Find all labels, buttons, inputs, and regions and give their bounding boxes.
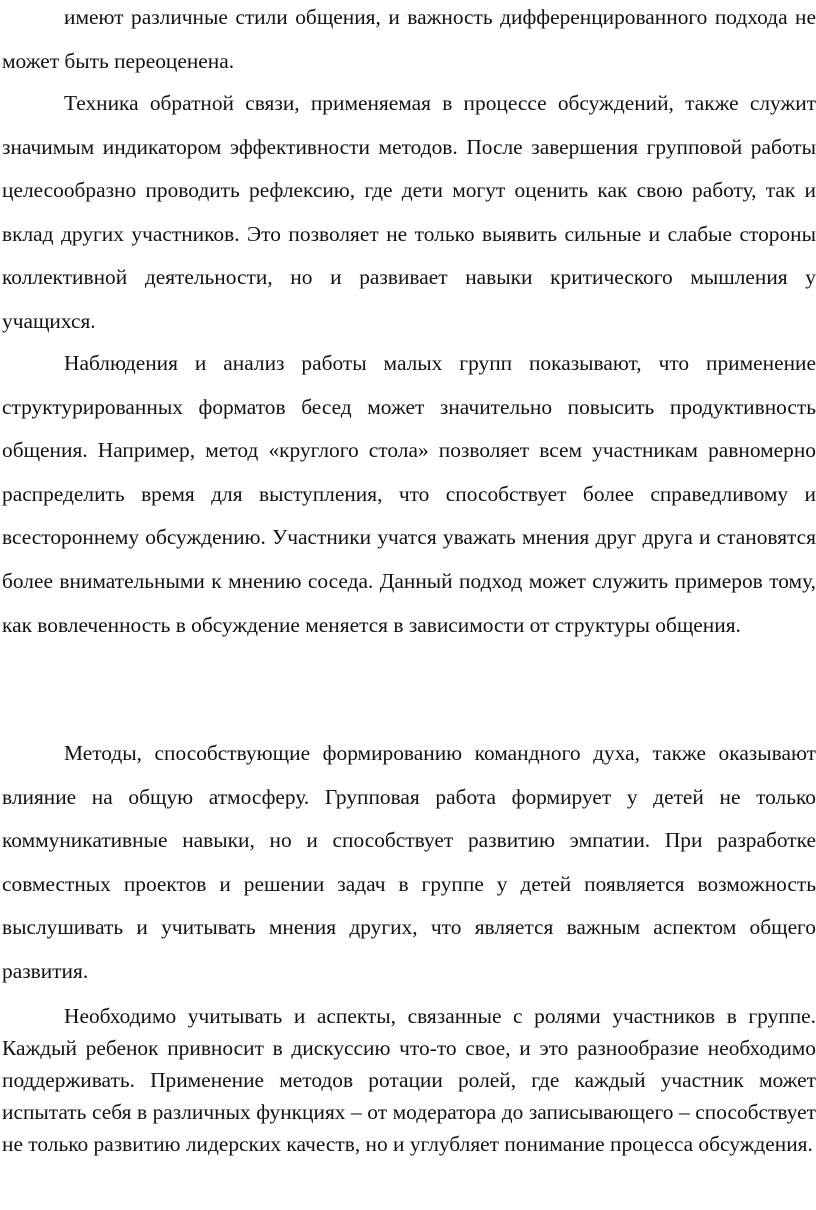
paragraph-small-group-observation: Наблюдения и анализ работы малых групп показывают, что применение структурированных форматов бесед может значительно повысить продуктивность общения. Например, метод «круглого стола» позволяет всем участникам равномерно распределить время для выступления, что способствует более справедливому и всестороннему обсуждению. Участники учатся уважать мнения друг друга и становятся более внимательными к мнению соседа. Данный подход может служить примеров тому, как вовлеченность в обсуждение меняется в зависимости от структуры общения.: [2, 351, 816, 637]
paragraph-team-spirit-methods: Методы, способствующие формированию командного духа, также оказывают влияние на общую атмосферу. Групповая работа формирует у детей не только коммуникативные навыки, но и способствует развитию эмпатии. При разработке совместных проектов и решении задач в группе у детей появляется возможность выслушивать и учитывать мнения других, что является важным аспектом общего развития.: [2, 741, 816, 983]
paragraph-feedback-technique: Техника обратной связи, применяемая в процессе обсуждений, также служит значимым индикатором эффективности методов. После завершения групповой работы целесообразно проводить рефлексию, где дети могут оценить как свою работу, так и вклад других участников. Это позволяет не только выявить сильные и слабые стороны коллективной деятельности, но и развивает навыки критического мышления у учащихся.: [2, 91, 816, 333]
paragraph-participant-roles: Необходимо учитывать и аспекты, связанные с ролями участников в группе. Каждый ребенок привносит в дискуссию что-то свое, и это разнообразие необходимо поддерживать. Применение методов ротации ролей, где каждый участник может испытать себя в различных функциях – от модератора до записывающего – способствует не только развитию лидерских качеств, но и углубляет понимание процесса обсуждения.: [2, 1004, 816, 1156]
paragraph-continuation: имеют различные стили общения, и важность дифференцированного подхода не может быть переоценена.: [2, 5, 816, 73]
